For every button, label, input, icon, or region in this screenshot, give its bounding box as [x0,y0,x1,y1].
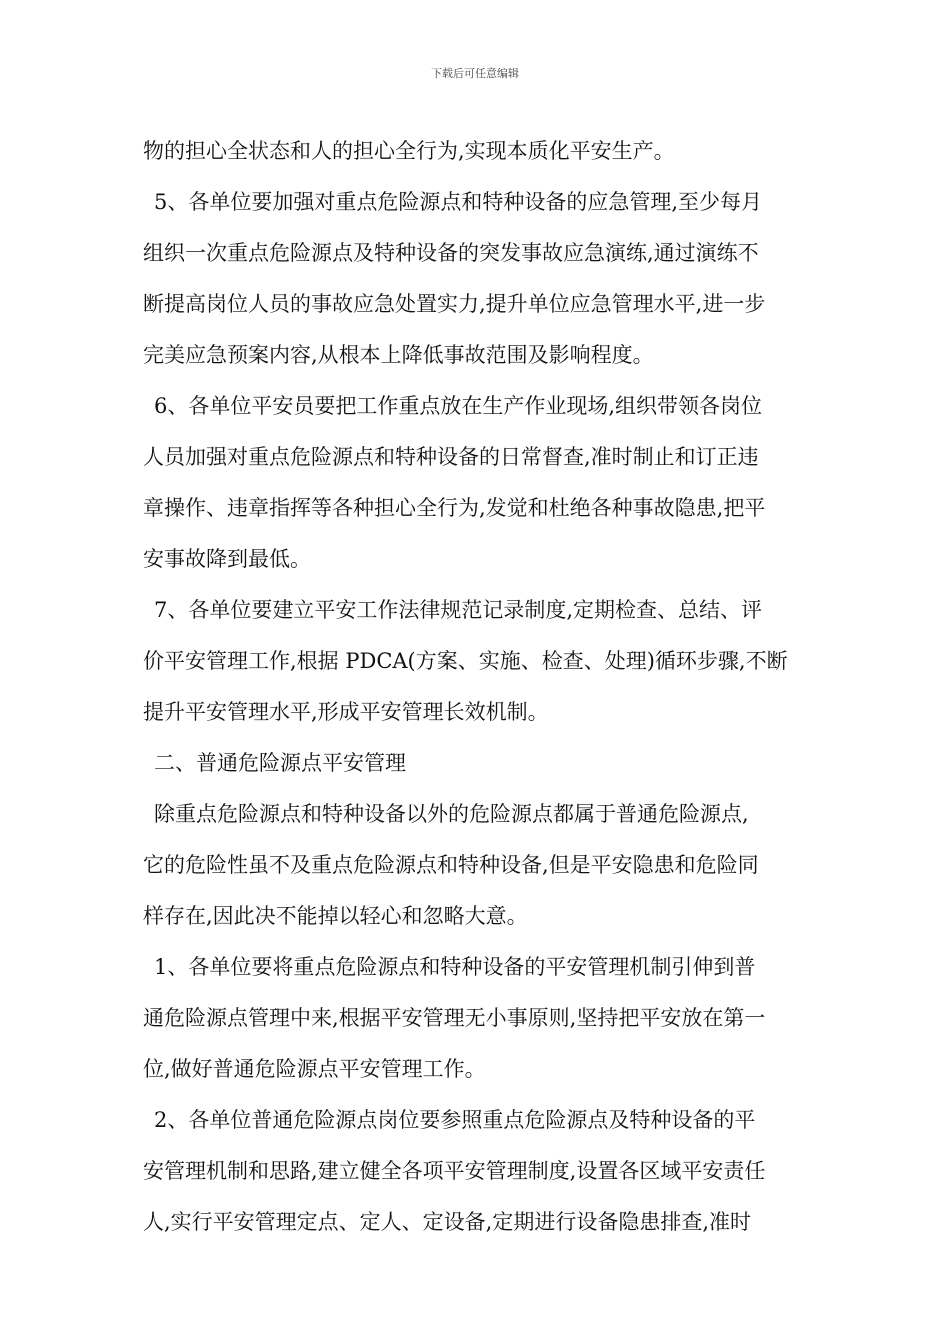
paragraph-line: 价平安管理工作,根据 PDCA(方案、实施、检查、处理)循环步骤,不断 [143,649,788,673]
section-heading: 二、普通危险源点平安管理 [154,751,406,775]
paragraph-line: 通危险源点管理中来,根据平安管理无小事原则,坚持把平安放在第一 [143,1006,766,1030]
paragraph-line: 5、各单位要加强对重点危险源点和特种设备的应急管理,至少每月 [154,190,763,214]
paragraph-line: 断提高岗位人员的事故应急处置实力,提升单位应急管理水平,进一步 [143,292,766,316]
paragraph-line: 样存在,因此决不能掉以轻心和忽略大意。 [143,904,528,928]
paragraph-line: 它的危险性虽不及重点危险源点和特种设备,但是平安隐患和危险同 [143,853,759,877]
page-header: 下载后可任意编辑 [431,67,519,80]
paragraph-line: 1、各单位要将重点危险源点和特种设备的平安管理机制引伸到普 [154,955,756,979]
paragraph-line: 安管理机制和思路,建立健全各项平安管理制度,设置各区域平安责任 [143,1159,766,1183]
paragraph-line: 提升平安管理水平,形成平安管理长效机制。 [143,700,549,724]
paragraph-line: 2、各单位普通危险源点岗位要参照重点危险源点及特种设备的平 [154,1108,756,1132]
paragraph-line: 安事故降到最低。 [143,547,311,571]
paragraph-line: 除重点危险源点和特种设备以外的危险源点都属于普通危险源点, [154,802,749,826]
paragraph-line: 完美应急预案内容,从根本上降低事故范围及影响程度。 [143,343,654,367]
paragraph-line: 7、各单位要建立平安工作法律规范记录制度,定期检查、总结、评 [154,598,763,622]
paragraph-line: 组织一次重点危险源点及特种设备的突发事故应急演练,通过演练不 [143,241,759,265]
paragraph-line: 6、各单位平安员要把工作重点放在生产作业现场,组织带领各岗位 [154,394,763,418]
paragraph-line: 章操作、违章指挥等各种担心全行为,发觉和杜绝各种事故隐患,把平 [143,496,766,520]
paragraph-line: 人员加强对重点危险源点和特种设备的日常督查,准时制止和订正违 [143,445,759,469]
paragraph-line: 物的担心全状态和人的担心全行为,实现本质化平安生产。 [143,139,675,163]
document-body [143,126,811,1248]
paragraph-line: 人,实行平安管理定点、定人、定设备,定期进行设备隐患排查,准时 [143,1210,752,1234]
paragraph-line: 位,做好普通危险源点平安管理工作。 [143,1057,486,1081]
